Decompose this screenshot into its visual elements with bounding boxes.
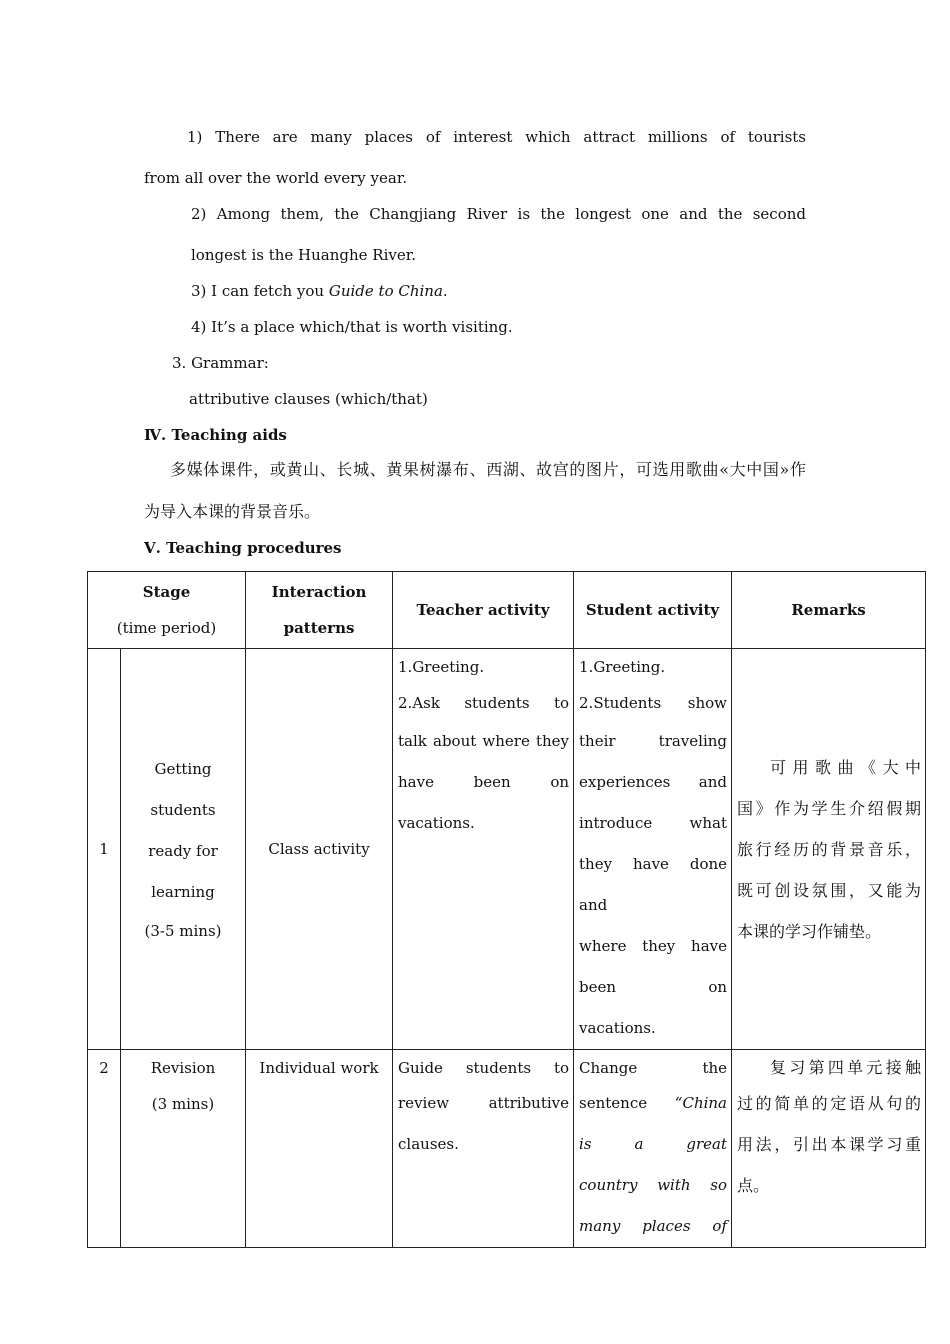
student-line: 2.Students show	[579, 694, 728, 712]
table-header-row	[88, 572, 926, 649]
remarks-line: 用法，引出本课学习重	[737, 1135, 922, 1154]
remarks-line: 过的简单的定语从句的	[737, 1094, 922, 1113]
stage-line: students	[150, 801, 216, 819]
remarks-line: 点。	[737, 1176, 770, 1195]
row-1-interaction: Class activity	[246, 649, 393, 1050]
section-teaching-procedures-title: Ⅴ. Teaching procedures	[144, 539, 342, 557]
row-1-student-activity	[574, 649, 732, 1050]
remarks-line: 旅行经历的背景音乐，	[737, 839, 922, 859]
remarks-line: 可用歌曲《大中	[770, 757, 922, 777]
teacher-line: Guide students to	[398, 1059, 570, 1077]
header-student-activity: Student activity	[574, 572, 732, 649]
teacher-line: 2.Ask students to	[398, 694, 570, 712]
header-stage-label: Stage	[142, 583, 191, 601]
section-teaching-aids-title: Ⅳ. Teaching aids	[144, 426, 287, 444]
header-interaction-line-2: patterns	[283, 619, 355, 637]
teaching-aids-line-1: 多媒体课件，或黄山、长城、黄果树瀑布、西湖、故宫的图片，可选用歌曲«大中国»作	[170, 460, 806, 479]
student-line: their traveling	[579, 732, 728, 750]
student-line	[574, 1083, 731, 1124]
student-line: many places of	[579, 1217, 728, 1235]
row-1-stage	[121, 649, 246, 1050]
student-line: they have done and	[579, 855, 728, 914]
student-line: is a great	[579, 1135, 728, 1153]
sentence-2-line-b: longest is the Huanghe River.	[191, 246, 417, 264]
sentence-4: 4) It’s a place which/that is worth visiting.	[191, 318, 513, 336]
student-line: experiences and	[579, 773, 728, 791]
row-1-number: 1	[88, 649, 121, 1050]
row-1-remarks	[732, 649, 926, 1050]
remarks-line: 既可创设氛围，又能为	[737, 880, 922, 900]
row-2-stage	[121, 1050, 246, 1248]
student-line: where they have	[579, 937, 728, 955]
header-interaction	[246, 572, 393, 649]
teacher-line: talk about where they	[398, 732, 570, 750]
teacher-line: clauses.	[398, 1135, 459, 1153]
row-2-student-activity	[574, 1050, 732, 1248]
header-interaction-line-1: Interaction	[271, 583, 367, 601]
remarks-line: 国》作为学生介绍假期	[737, 798, 922, 818]
grammar-body: attributive clauses (which/that)	[189, 390, 428, 408]
sentence-1-line-a: 1) There are many places of interest which attract millions of tourists	[187, 128, 806, 146]
book-title: Guide to China	[328, 282, 443, 300]
sentence-3	[191, 281, 448, 301]
stage-line: (3-5 mins)	[144, 922, 222, 940]
row-2-remarks	[732, 1050, 926, 1248]
row-1-teacher-activity	[393, 649, 574, 1050]
sentence-3-suffix: .	[442, 282, 448, 300]
student-line-quote: “China	[674, 1094, 728, 1112]
sentence-1-line-b: from all over the world every year.	[144, 169, 408, 187]
header-teacher-activity: Teacher activity	[393, 572, 574, 649]
teaching-aids-line-2: 为导入本课的背景音乐。	[144, 502, 321, 521]
stage-line: learning	[151, 883, 215, 901]
teacher-line: 1.Greeting.	[398, 658, 485, 676]
stage-line: Revision	[150, 1059, 216, 1077]
grammar-heading: 3. Grammar:	[172, 354, 269, 372]
row-2-number: 2	[88, 1050, 121, 1248]
table-row	[88, 649, 926, 1050]
student-line: Change the	[579, 1059, 728, 1077]
stage-line: Getting	[154, 760, 212, 778]
student-line: 1.Greeting.	[579, 658, 666, 676]
remarks-line: 复习第四单元接触	[770, 1058, 922, 1077]
stage-line: ready for	[148, 842, 218, 860]
student-line: been on	[579, 978, 728, 996]
student-line: introduce what	[579, 814, 728, 832]
student-line: country with so	[579, 1176, 728, 1194]
teacher-line: have been on	[398, 773, 570, 791]
row-2-teacher-activity	[393, 1050, 574, 1248]
student-line-word: sentence	[579, 1094, 648, 1112]
header-stage-sub: (time period)	[116, 619, 217, 637]
teacher-line: vacations.	[398, 814, 475, 832]
row-2-interaction: Individual work	[246, 1050, 393, 1248]
student-line: vacations.	[579, 1019, 656, 1037]
procedures-table	[87, 571, 926, 1248]
table-row	[88, 1050, 926, 1248]
sentence-2-line-a: 2) Among them, the Changjiang River is the longest one and the second	[191, 205, 806, 223]
stage-line: (3 mins)	[151, 1095, 215, 1113]
header-remarks: Remarks	[732, 572, 926, 649]
header-stage	[88, 572, 246, 649]
remarks-line: 本课的学习作铺垫。	[737, 921, 882, 941]
sentence-3-prefix: 3) I can fetch you	[191, 282, 329, 300]
teacher-line: review attributive	[398, 1094, 570, 1112]
